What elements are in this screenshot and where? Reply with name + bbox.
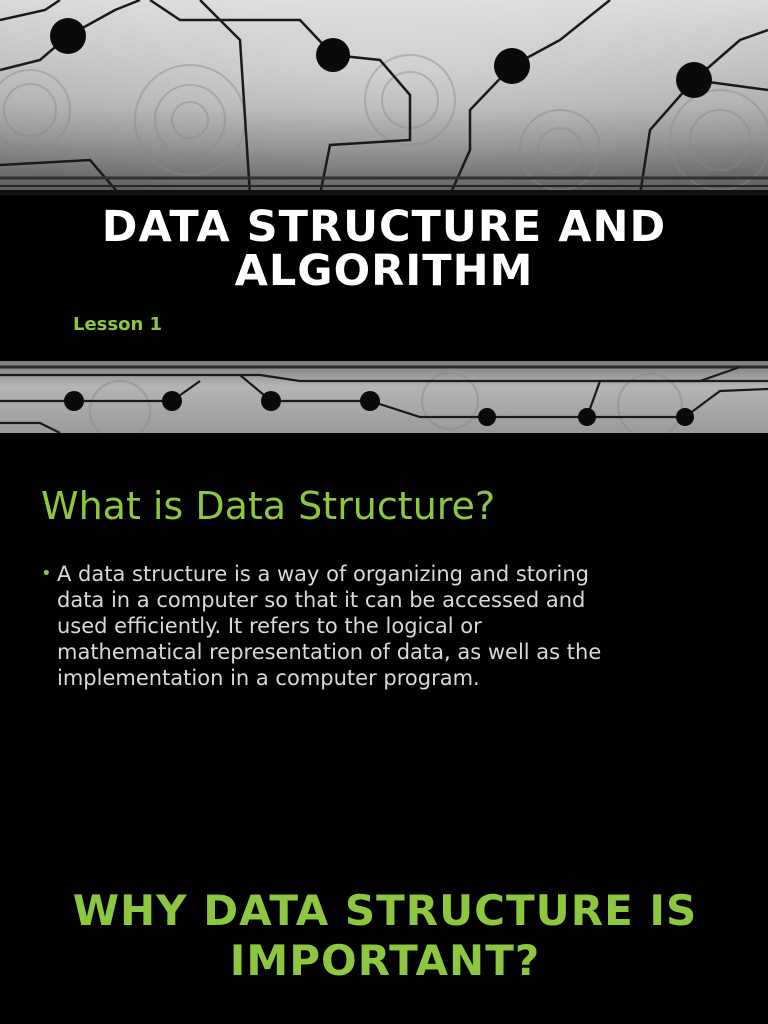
slide-heading: What is Data Structure?: [41, 484, 496, 528]
circuit-board-banner-top: [0, 0, 768, 195]
slide-title: DATA STRUCTURE AND ALGORITHM: [101, 202, 667, 296]
circuit-board-image: [0, 0, 768, 195]
bullet-list: [41, 561, 621, 691]
title-slide: [0, 0, 768, 433]
circuit-board-image: [0, 361, 768, 433]
title-band: [0, 195, 768, 361]
next-slide-title: WHY DATA STRUCTURE IS IMPORTANT?: [72, 886, 698, 985]
slide-subtitle: Lesson 1: [73, 314, 163, 335]
bullet-icon: •: [41, 563, 52, 584]
content-slide: [0, 433, 768, 1024]
bullet-text: A data structure is a way of organizing and storing data in a computer so that it can be accessed and used efficiently. It refers to the logical or mathematical representation of data, as well as the implementation in a computer program.: [57, 562, 602, 690]
circuit-board-banner-bottom: [0, 361, 768, 433]
bullet-item: [41, 561, 621, 691]
